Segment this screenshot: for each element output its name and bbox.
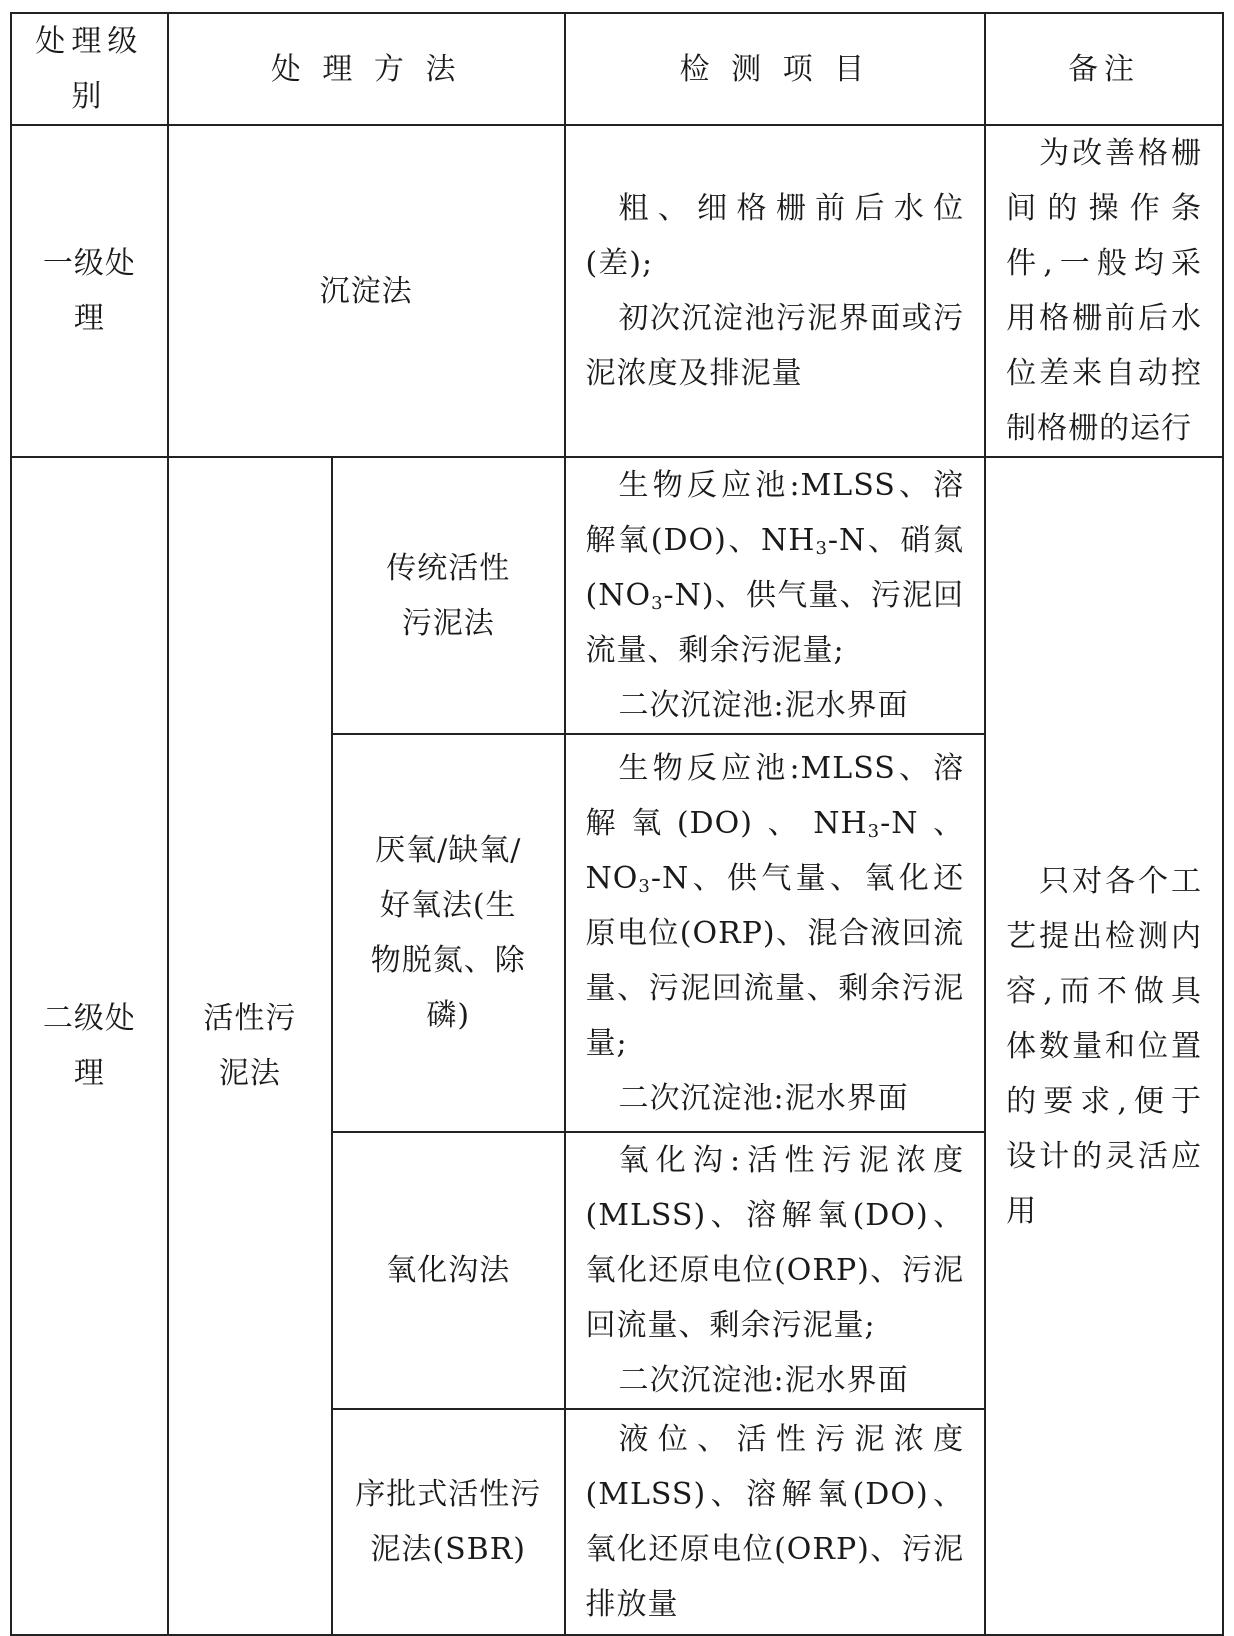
table-header-row (11, 13, 1223, 125)
items-text: -N、供气量、氧化还原电位(ORP)、混合液回流量、污泥回流量、剩余污泥量; (585, 860, 965, 1061)
primary-remark: 为改善格栅间的操作条件,一般均采用格栅前后水位差来自动控制格栅的运行 (985, 125, 1223, 457)
method-oxidation-ditch: 氧化沟法 (332, 1132, 565, 1409)
header-level: 处理级别 (11, 13, 168, 125)
items-text: 生物反应池:MLSS、溶解氧(DO)、NH (585, 750, 965, 841)
items-text: 生物反应池:MLSS、溶解氧(DO)、NH (585, 468, 965, 558)
subscript: 3 (815, 538, 828, 559)
header-items: 检 测 项 目 (565, 13, 986, 125)
subscript: 3 (651, 593, 664, 614)
table-row-conventional (11, 457, 1223, 734)
secondary-remark: 只对各个工艺提出检测内容,而不做具体数量和位置的要求,便于设计的灵活应用 (985, 457, 1223, 1635)
items-conventional (565, 457, 986, 734)
primary-items (565, 125, 986, 457)
secondary-level: 二级处理 (11, 457, 168, 1635)
subscript: 3 (867, 820, 881, 842)
items-oxidation-ditch (565, 1132, 986, 1409)
primary-method: 沉淀法 (168, 125, 565, 457)
primary-level: 一级处理 (11, 125, 168, 457)
items-text: -N)、供气量、污泥回流量、剩余污泥量; (585, 578, 965, 668)
method-conventional: 传统活性污泥法 (332, 457, 565, 734)
items-text: -N、硝氮(NO (585, 523, 965, 613)
subscript: 3 (638, 875, 651, 897)
items-sbr (565, 1409, 986, 1635)
items-text: 氧化沟:活性污泥浓度(MLSS)、溶解氧(DO)、氧化还原电位(ORP)、污泥回流量、剩余污泥量; (585, 1143, 965, 1343)
monitoring-table (10, 12, 1224, 1636)
table-row-primary (11, 125, 1223, 457)
secondary-group: 活性污泥法 (168, 457, 332, 1635)
items-a2o (565, 734, 986, 1132)
primary-items-line: 初次沉淀池污泥界面或污泥浓度及排泥量 (585, 301, 965, 391)
items-text: 二次沉淀池:泥水界面 (618, 1363, 909, 1398)
items-text: 二次沉淀池:泥水界面 (618, 1080, 909, 1116)
header-method: 处 理 方 法 (168, 13, 565, 125)
items-text: 液位、活性污泥浓度(MLSS)、溶解氧(DO)、氧化还原电位(ORP)、污泥排放量 (585, 1422, 965, 1622)
items-text: -N、NO (585, 805, 965, 896)
primary-items-line: 粗、细格栅前后水位(差); (585, 191, 965, 281)
method-sbr: 序批式活性污泥法(SBR) (332, 1409, 565, 1635)
header-remark: 备注 (985, 13, 1223, 125)
items-text: 二次沉淀池:泥水界面 (618, 688, 909, 723)
method-a2o: 厌氧/缺氧/好氧法(生物脱氮、除磷) (332, 734, 565, 1132)
